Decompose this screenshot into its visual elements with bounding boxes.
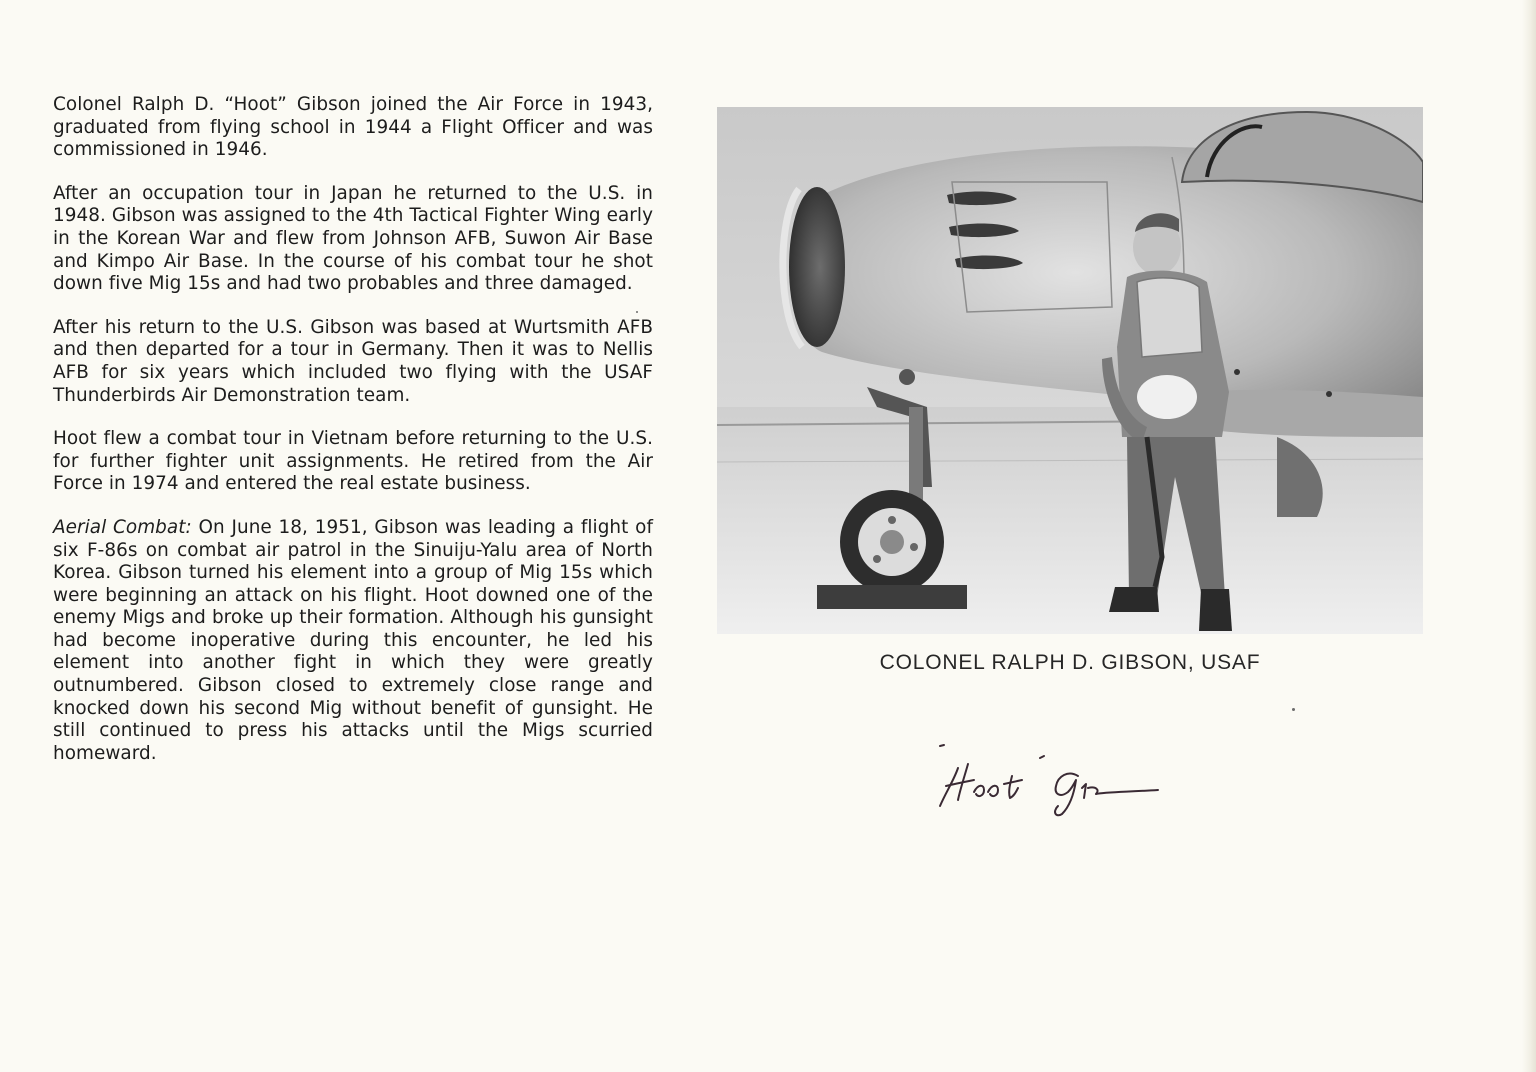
biography-text	[53, 94, 653, 765]
aerial-combat-label: Aerial Combat:	[53, 516, 192, 538]
bio-paragraph-2: After an occupation tour in Japan he returned to the U.S. in 1948. Gibson was assigned to the 4th Tactical Fighter Wing early in the Korean War and flew from Johnson AFB, Suwon Air Base and Kimpo Air Base. In the course of his combat tour he shot down five Mig 15s and had two probables and three damaged.	[53, 182, 653, 295]
bio-paragraph-aerial-combat	[53, 517, 653, 766]
print-speck	[1292, 708, 1295, 711]
photo-illustration	[717, 107, 1423, 634]
print-speck	[636, 311, 638, 313]
card-edge-shadow	[1522, 0, 1536, 1072]
bio-paragraph-1: Colonel Ralph D. “Hoot” Gibson joined the Air Force in 1943, graduated from flying school in 1944 a Flight Officer and was commissioned in 1946.	[53, 94, 653, 161]
bio-paragraph-3: After his return to the U.S. Gibson was based at Wurtsmith AFB and then departed for a tour in Germany. Then it was to Nellis AFB for six years which included two flying with the USAF Thunderbirds Air Demonstration team.	[53, 316, 653, 406]
photo-caption: COLONEL RALPH D. GIBSON, USAF	[879, 651, 1261, 674]
aerial-combat-text: On June 18, 1951, Gibson was leading a flight of six F-86s on combat air patrol in the Sinuiju-Yalu area of North Korea. Gibson turned his element into a group of Mig 15s which were beginning an attack on his flight. Hoot downed one of the enemy Migs and broke up their formation. Although his gunsight had become inoperative during this encounter, he led his element into another fight in which they were greatly outnumbered. Gibson closed to extremely close range and knocked down his second Mig without benefit of gunsight. He still continued to press his attacks until the Migs scurried homeward.	[53, 516, 653, 764]
signature-hoot-gibson	[930, 740, 1180, 820]
pilot-jet-photo	[717, 107, 1423, 634]
bio-paragraph-4: Hoot flew a combat tour in Vietnam before returning to the U.S. for further fighter unit assignments. He retired from the Air Force in 1974 and entered the real estate business.	[53, 428, 653, 495]
